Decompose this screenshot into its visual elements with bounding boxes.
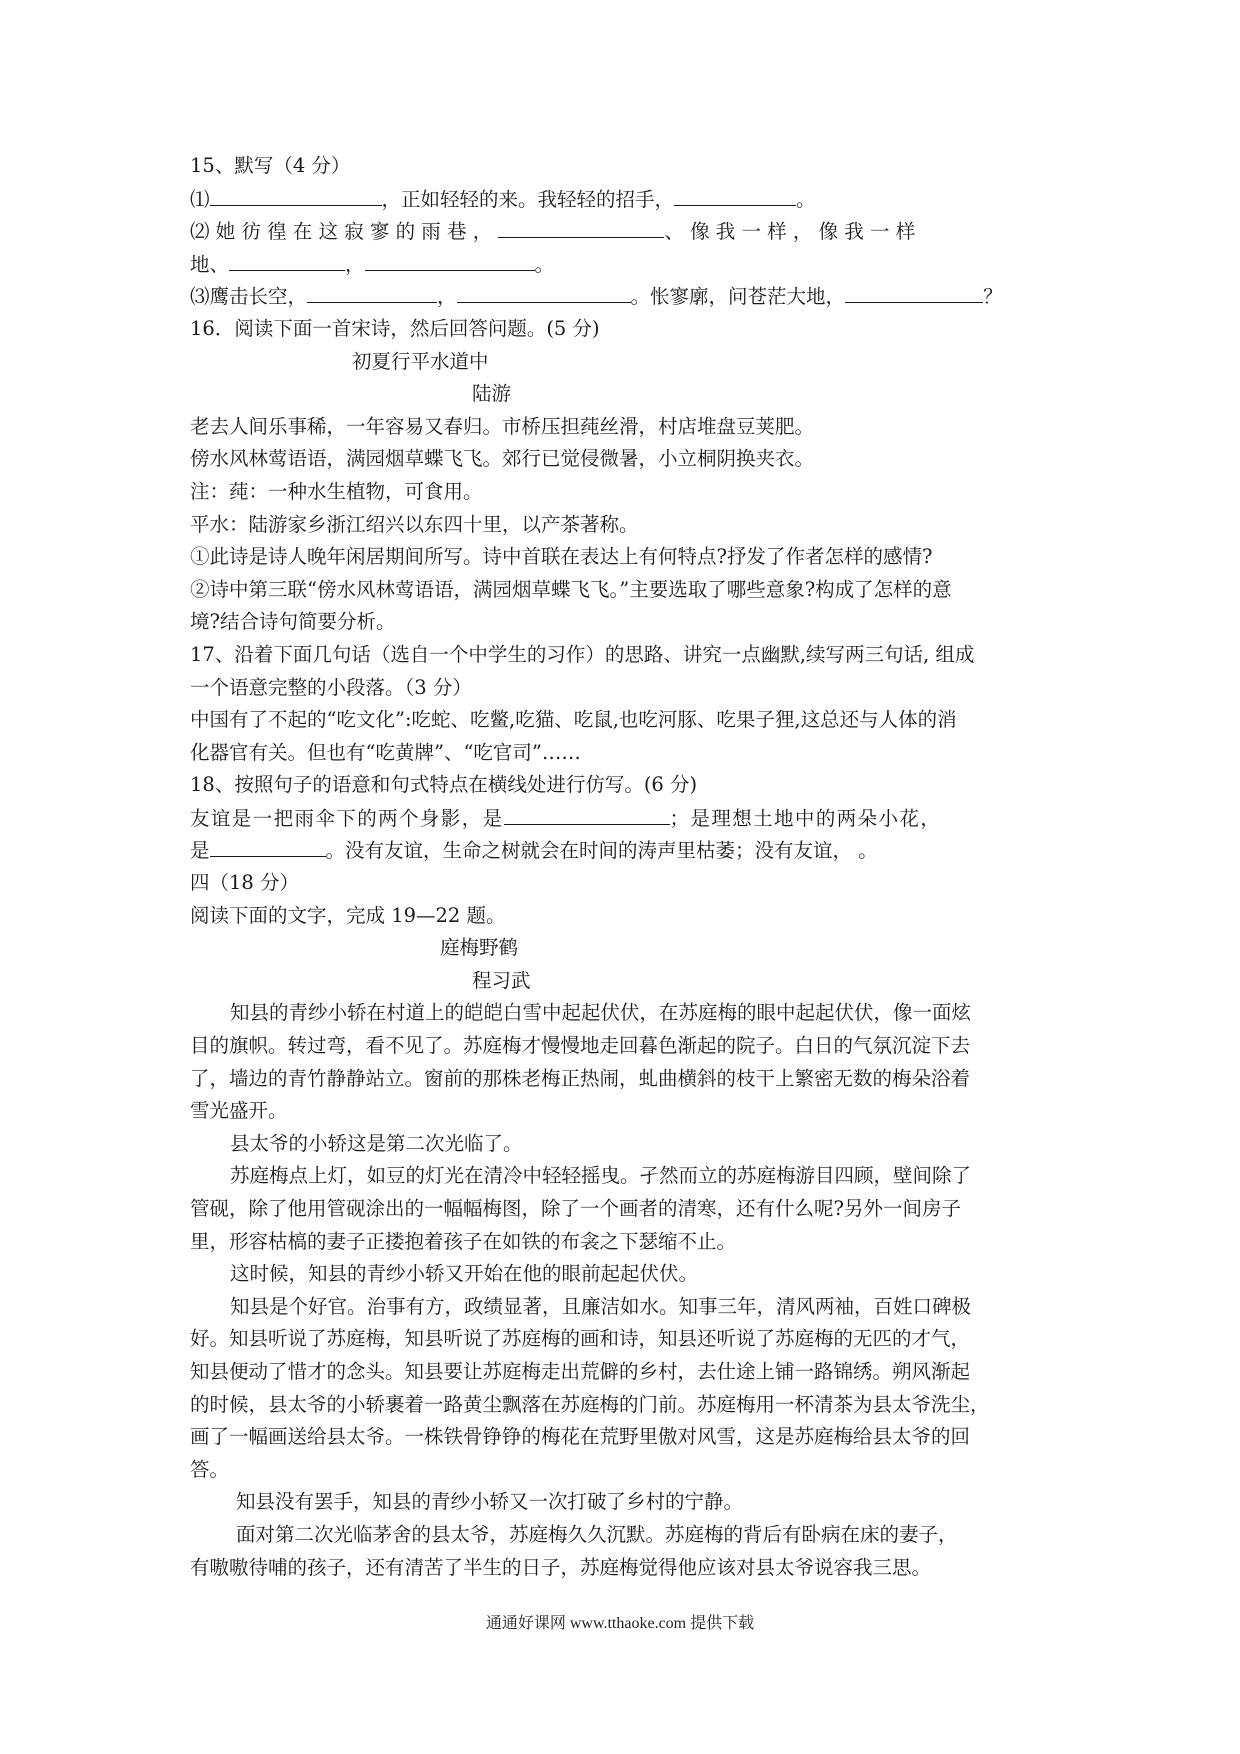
q15-l2-text: 她彷徨在这寂寥的雨巷， [215,220,499,244]
story-p4: 这时候，知县的青纱小轿又开始在他的眼前起起伏伏。 [230,1262,699,1286]
q18-l2-text-b: 。没有友谊，生命之树就会在时间的涛声里枯萎；没有友谊， 。 [325,839,878,863]
q16-sub-2-a: ②诗中第三联“傍水风林莺语语，满园烟草蝶飞飞。”主要选取了哪些意象?构成了怎样的意 [190,577,952,601]
poem-note-1: 注：莼：一种水生植物，可食用。 [190,479,483,503]
answer-blank [229,248,345,271]
q18-line-1 [190,802,1060,835]
q15-l4-end: ？ [983,285,1003,309]
story-p5-l5: 画了一幅画送给县太爷。一株铁骨铮铮的梅花在荒野里傲对风雪，这是苏庭梅给县太爷的回 [190,1425,971,1449]
answer-blank [210,834,326,857]
story-p3-l2: 管砚，除了他用管砚涂出的一幅幅梅图，除了一个画者的清寒，还有什么呢?另外一间房子 [190,1197,961,1220]
story-p5-l2: 好。知县听说了苏庭梅，知县听说了苏庭梅的画和诗，知县还听说了苏庭梅的无匹的才气， [190,1327,971,1351]
answer-blank [845,280,983,303]
q15-line-4 [190,280,1060,313]
story-p5-l1: 知县是个好官。治事有方，政绩显著，且廉洁如水。知事三年，清风两袖，百姓口碑极 [230,1294,972,1318]
answer-blank [457,280,631,303]
q15-l4-sep: ， [437,285,457,309]
q17-text-a: 中国有了不起的“吃文化”:吃蛇、吃鳖,吃猫、吃鼠,也吃河豚、吃果子狸,这总还与人体的消 [190,708,957,732]
q17-title-a: 17、沿着下面几句话（选自一个中学生的习作）的思路、讲究一点幽默,续写两三句话, 组成 [190,642,975,666]
story-author: 程习武 [472,968,531,992]
q15-l3-sep: ， [345,252,365,276]
q17-title-b: 一个语意完整的小段落。（3 分） [190,675,472,699]
poem-line-1: 老去人间乐事稀，一年容易又春归。市桥压担莼丝滑，村店堆盘豆荚肥。 [190,414,815,438]
exam-page [190,150,1060,1584]
poem-author: 陆游 [472,382,512,406]
story-p1-l1: 知县的青纱小轿在村道上的皑皑白雪中起起伏伏，在苏庭梅的眼中起起伏伏，像一面炫 [230,1001,972,1025]
q18-l1-text: 友谊是一把雨伞下的两个身影，是 [190,806,504,830]
q15-l2-text-b: 、像我一样，像我一样 [664,220,922,244]
story-p2: 县太爷的小轿这是第二次光临了。 [230,1131,523,1155]
q15-l4-num: ⑶ [190,285,210,309]
q16-sub-1: ①此诗是诗人晚年闲居期间所写。诗中首联在表达上有何特点?抒发了作者怎样的感情? [190,545,933,569]
section-4-title: 四（18 分） [190,871,300,895]
story-p1-l3: 了，墙边的青竹静静站立。窗前的那株老梅正热闹，虬曲横斜的枝干上繁密无数的梅朵浴着 [190,1066,971,1090]
page-footer: 通通好课网 www.tthaoke.com 提供下载 [485,1615,755,1632]
q15-l1-end: 。 [796,187,816,211]
story-p7-l2: 有嗷嗷待哺的孩子，还有清苦了半生的日子，苏庭梅觉得他应该对县太爷说容我三思。 [190,1555,932,1579]
story-p6: 知县没有罢手，知县的青纱小轿又一次打破了乡村的宁静。 [236,1490,744,1514]
story-p5-l3: 知县便动了惜才的念头。知县要让苏庭梅走出荒僻的乡村，去仕途上铺一路锦绣。朔风渐起 [190,1359,971,1383]
q15-title: 15、默写（4 分） [190,154,351,177]
answer-blank [504,802,670,825]
story-p7-l1: 面对第二次光临茅舍的县太爷，苏庭梅久久沉默。苏庭梅的背后有卧病在床的妻子， [236,1522,958,1546]
section-4-intro: 阅读下面的文字，完成 19—22 题。 [190,903,506,927]
q15-l4-text: 鹰击长空， [209,285,308,309]
q16-title: 16．阅读下面一首宋诗，然后回答问题。(5 分) [190,316,600,340]
q15-l3-end: 。 [534,252,555,276]
answer-blank [365,248,535,271]
answer-blank [498,215,664,238]
q15-l4-text-b: 。怅寥廓，问苍茫大地， [630,285,846,309]
q15-l1-num: ⑴ [190,187,210,211]
q17-text-b: 化器官有关。但也有“吃黄牌”、“吃官司”…… [190,740,581,764]
story-p5-l4: 的时候，县太爷的小轿裹着一路黄尘飘落在苏庭梅的门前。苏庭梅用一杯清茶为县太爷洗尘， [190,1392,990,1416]
q15-l3-text: 地、 [190,252,230,276]
poem-line-2: 傍水风林莺语语，满园烟草蝶飞飞。郊行已觉侵微暑，小立桐阴换夹衣。 [190,447,815,471]
answer-blank [307,280,437,303]
poem-note-2: 平水：陆游家乡浙江绍兴以东四十里，以产茶著称。 [190,512,639,536]
q18-l1-text-b: ；是理想土地中的两朵小花， [669,806,942,830]
answer-blank [674,183,796,206]
story-p3-l3: 里，形容枯槁的妻子正搂抱着孩子在如铁的布衾之下瑟缩不止。 [190,1229,737,1253]
story-p1-l4: 雪光盛开。 [190,1099,288,1123]
q15-l1-text: ，正如轻轻的来。我轻轻的招手， [381,187,675,211]
story-title: 庭梅野鹤 [440,936,519,960]
q15-line-2 [190,215,1060,248]
q16-sub-2-b: 境?结合诗句简要分析。 [190,610,396,634]
q18-title: 18、按照句子的语意和句式特点在横线处进行仿写。(6 分) [190,773,698,797]
story-p3-l1: 苏庭梅点上灯，如豆的灯光在清冷中轻轻摇曳。孑然而立的苏庭梅游目四顾，壁间除了 [230,1164,972,1188]
poem-title: 初夏行平水道中 [352,349,489,373]
q15-line-3 [190,248,1060,281]
q15-l2-num: ⑵ [190,220,216,244]
q15-line-1 [190,183,1060,216]
story-p5-l6: 答。 [190,1457,230,1481]
story-p1-l2: 目的旗帜。转过弯，看不见了。苏庭梅才慢慢地走回暮色渐起的院子。白日的气氛沉淀下去 [190,1034,971,1058]
answer-blank [210,183,382,206]
q18-l2-text: 是 [190,839,210,863]
q18-line-2 [190,834,1060,867]
